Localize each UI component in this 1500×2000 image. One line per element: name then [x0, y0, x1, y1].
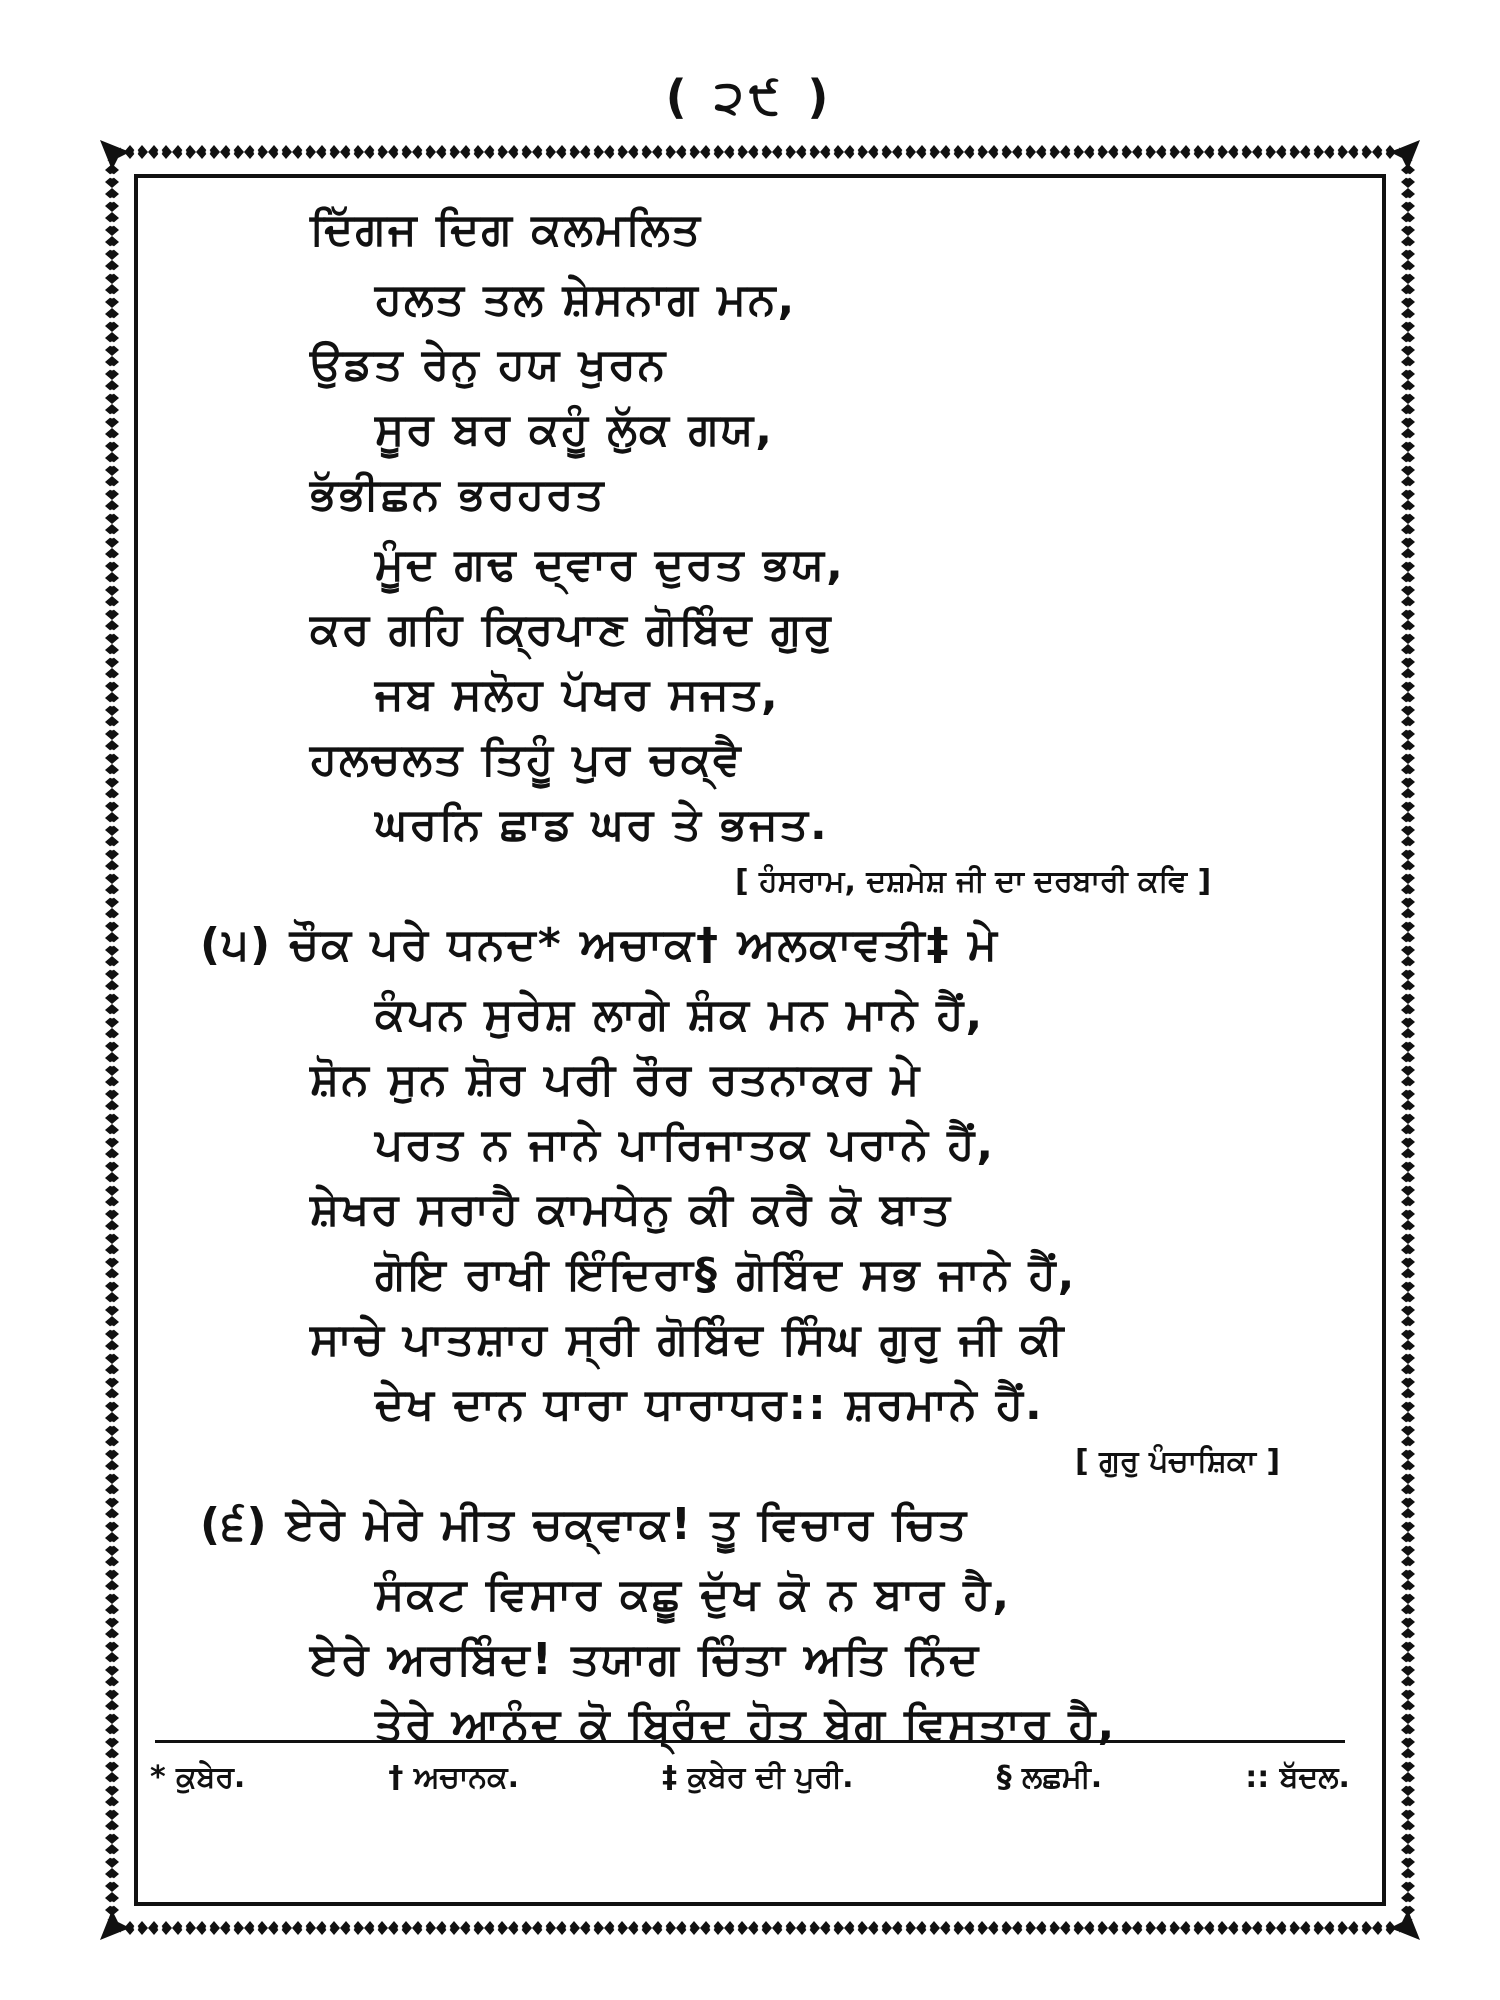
- footnote: :: ਬੱਦਲ.: [1245, 1760, 1350, 1795]
- verse-line: ਹਲਤ ਤਲ ਸ਼ੇਸਨਾਗ ਮਨ,: [375, 274, 797, 325]
- verse-line: ਸੰਕਟ ਵਿਸਾਰ ਕਛੂ ਦੁੱਖ ਕੋ ਨ ਬਾਰ ਹੈ,: [375, 1569, 1012, 1620]
- verse-line: ਹਲਚਲਤ ਤਿਹੂੰ ਪੁਰ ਚਕ੍ਵੈ: [310, 734, 743, 785]
- verse-line: ਜਬ ਸਲੋਹ ਪੱਖਰ ਸਜਤ,: [375, 669, 780, 720]
- attribution: [ ਗੁਰੁ ਪੰਚਾਸ਼ਿਕਾ ]: [1075, 1444, 1281, 1479]
- verse-line: ਉਡਤ ਰੇਨੁ ਹਯ ਖੁਰਨ: [310, 339, 668, 390]
- verse-line: ਏਰੇ ਅਰਬਿੰਦ! ਤਯਾਗ ਚਿੰਤਾ ਅਤਿ ਨਿੰਦ: [310, 1634, 981, 1685]
- footnote: § ਲਛਮੀ.: [996, 1760, 1103, 1795]
- verse-line: ਪਰਤ ਨ ਜਾਨੇ ਪਾਰਿਜਾਤਕ ਪਰਾਨੇ ਹੈਂ,: [375, 1119, 996, 1170]
- verse-line: ਦੇਖ ਦਾਨ ਧਾਰਾ ਧਾਰਾਧਰ:: ਸ਼ਰਮਾਨੇ ਹੈਂ.: [375, 1379, 1044, 1430]
- verse-line: ਕੰਪਨ ਸੁਰੇਸ਼ ਲਾਗੇ ਸ਼ੰਕ ਮਨ ਮਾਨੇ ਹੈਂ,: [375, 989, 985, 1040]
- verse-line: ਭੱਭੀਛਨ ਭਰਹਰਤ: [310, 469, 606, 520]
- verse-line: ਸ਼ੇਖਰ ਸਰਾਹੈ ਕਾਮਧੇਨੁ ਕੀ ਕਰੈ ਕੋ ਬਾਤ: [310, 1184, 953, 1235]
- page-number: ( ੨੯ ): [665, 70, 835, 124]
- verse-line: ਸਾਚੇ ਪਾਤਸ਼ਾਹ ਸ੍ਰੀ ਗੋਬਿੰਦ ਸਿੰਘ ਗੁਰੁ ਜੀ ਕੀ: [310, 1314, 1066, 1365]
- attribution: [ ਹੰਸਰਾਮ, ਦਸ਼ਮੇਸ਼ ਜੀ ਦਾ ਦਰਬਾਰੀ ਕਵਿ ]: [735, 864, 1212, 899]
- footnote: † ਅਚਾਨਕ.: [388, 1760, 520, 1795]
- verse-line: ਤੇਰੇ ਆਨੰਦ ਕੋ ਬ੍ਰਿੰਦ ਹੋਤ ਬੇਗ ਵਿਸਤਾਰ ਹੈ,: [375, 1699, 1117, 1750]
- verse-line: ਮੂੰਦ ਗਢ ਦ੍ਵਾਰ ਦੁਰਤ ਭਯ,: [375, 539, 845, 590]
- verse-line: ਦਿੱਗਜ ਦਿਗ ਕਲਮਲਿਤ: [310, 204, 702, 255]
- verse-line: ਸ਼ੋਨ ਸੁਨ ਸ਼ੋਰ ਪਰੀ ਰੌਰ ਰਤਨਾਕਰ ਮੇ: [310, 1054, 922, 1105]
- verse-line: ਗੋਇ ਰਾਖੀ ਇੰਦਿਰਾ§ ਗੋਬਿੰਦ ਸਭ ਜਾਨੇ ਹੈਂ,: [375, 1249, 1077, 1300]
- footnote-divider: [155, 1740, 1345, 1743]
- verse-line: ਘਰਨਿ ਛਾਡ ਘਰ ਤੇ ਭਜਤ.: [375, 799, 829, 850]
- verse-line: ਸੂਰ ਬਰ ਕਹੂੰ ਲੁੱਕ ਗਯ,: [375, 404, 775, 455]
- footnote: ‡ ਕੁਬੇਰ ਦੀ ਪੁਰੀ.: [662, 1760, 854, 1795]
- footnotes: [150, 1760, 1350, 1795]
- footnote: * ਕੁਬੇਰ.: [150, 1760, 246, 1795]
- verse-line: (੬) ਏਰੇ ਮੇਰੇ ਮੀਤ ਚਕ੍ਵਾਕ! ਤੂ ਵਿਚਾਰ ਚਿਤ: [200, 1499, 969, 1550]
- verse-line: ਕਰ ਗਹਿ ਕ੍ਰਿਪਾਣ ਗੋਬਿੰਦ ਗੁਰੁ: [310, 604, 833, 655]
- verse-line: (੫) ਚੌਕ ਪਰੇ ਧਨਦ* ਅਚਾਕ† ਅਲਕਾਵਤੀ‡ ਮੇ: [200, 919, 999, 970]
